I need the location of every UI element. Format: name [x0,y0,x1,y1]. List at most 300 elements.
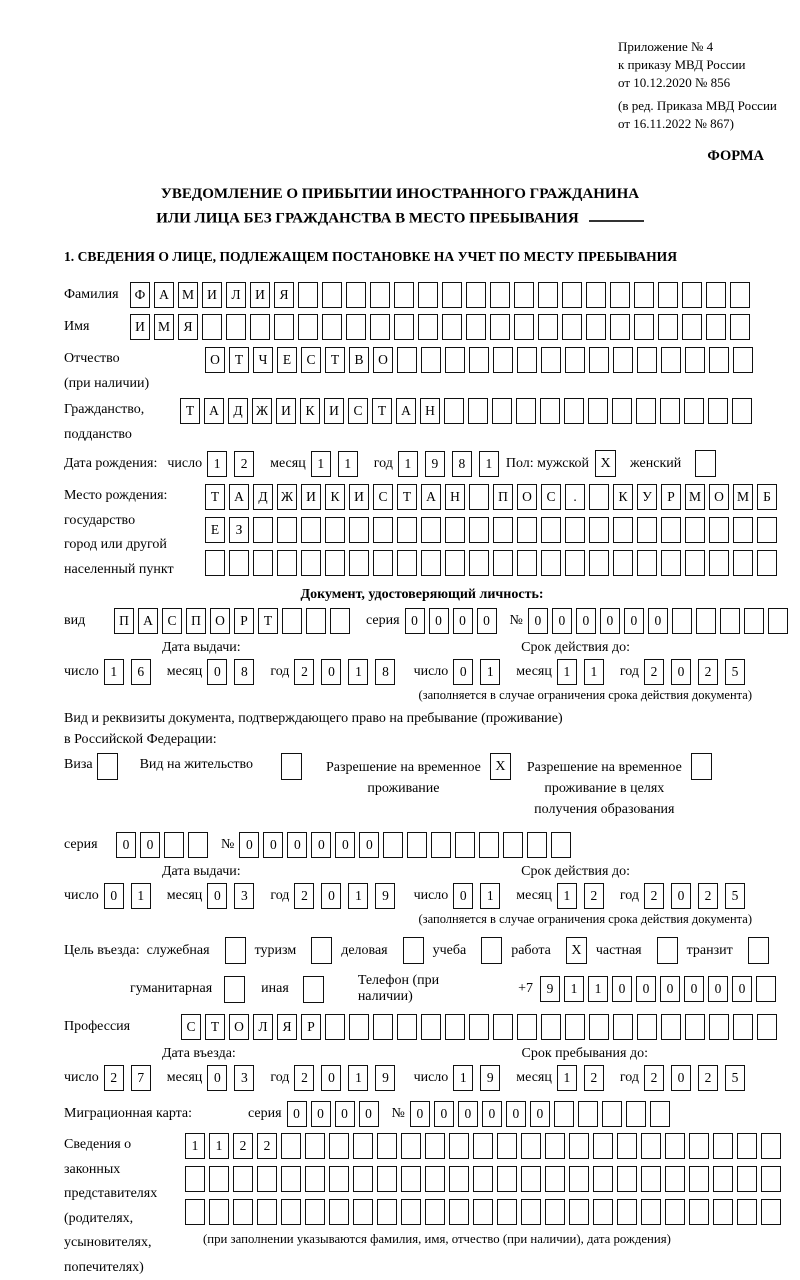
form-cell[interactable] [545,1133,565,1159]
form-cell[interactable] [709,517,729,543]
form-cell[interactable] [545,1166,565,1192]
form-cell[interactable] [492,398,512,424]
form-cell[interactable]: 0 [528,608,548,634]
form-cell[interactable] [761,1133,781,1159]
form-cell[interactable] [325,550,345,576]
form-cell[interactable]: Н [420,398,440,424]
form-cell[interactable]: 5 [725,659,745,685]
form-cell[interactable]: 0 [263,832,283,858]
form-cell[interactable] [593,1133,613,1159]
form-cell[interactable]: 2 [644,1065,664,1091]
form-cell[interactable] [720,608,740,634]
form-cell[interactable]: М [178,282,198,308]
form-cell[interactable]: 0 [359,1101,379,1127]
form-cell[interactable] [445,1014,465,1040]
form-cell[interactable] [226,314,246,340]
form-cell[interactable] [517,347,537,373]
form-cell[interactable]: 0 [453,659,473,685]
form-cell[interactable] [658,282,678,308]
form-cell[interactable]: 0 [335,832,355,858]
form-cell[interactable] [517,1014,537,1040]
form-cell[interactable] [737,1166,757,1192]
form-cell[interactable] [442,282,462,308]
purpose-ucheba-checkbox[interactable] [481,937,502,964]
form-cell[interactable] [637,1014,657,1040]
form-cell[interactable]: 0 [321,883,341,909]
form-cell[interactable] [527,832,547,858]
form-cell[interactable] [329,1133,349,1159]
form-cell[interactable] [737,1133,757,1159]
form-cell[interactable] [233,1199,253,1225]
form-cell[interactable] [205,550,225,576]
form-cell[interactable] [466,314,486,340]
form-cell[interactable] [682,314,702,340]
form-cell[interactable]: 2 [294,659,314,685]
form-cell[interactable] [490,282,510,308]
form-cell[interactable]: П [114,608,134,634]
form-cell[interactable]: 0 [482,1101,502,1127]
form-cell[interactable] [732,398,752,424]
form-cell[interactable] [257,1166,277,1192]
form-cell[interactable] [637,347,657,373]
form-cell[interactable] [617,1133,637,1159]
form-cell[interactable]: К [300,398,320,424]
form-cell[interactable] [322,282,342,308]
form-cell[interactable]: О [210,608,230,634]
form-cell[interactable] [330,608,350,634]
form-cell[interactable]: 0 [660,976,680,1002]
form-cell[interactable] [473,1166,493,1192]
purpose-delovaya-checkbox[interactable] [403,937,424,964]
form-cell[interactable] [301,517,321,543]
form-cell[interactable]: Ж [252,398,272,424]
form-cell[interactable]: 0 [671,659,691,685]
form-cell[interactable] [370,282,390,308]
purpose-chastnaya-checkbox[interactable] [657,937,678,964]
form-cell[interactable] [569,1199,589,1225]
form-cell[interactable]: 0 [140,832,160,858]
form-cell[interactable]: Т [205,1014,225,1040]
form-cell[interactable] [466,282,486,308]
form-cell[interactable] [277,550,297,576]
form-cell[interactable] [373,517,393,543]
form-cell[interactable] [661,347,681,373]
form-cell[interactable]: О [205,347,225,373]
purpose-sluzhebnaya-checkbox[interactable] [225,937,246,964]
form-cell[interactable]: 1 [557,883,577,909]
form-cell[interactable] [164,832,184,858]
form-cell[interactable]: Ф [130,282,150,308]
form-cell[interactable]: 2 [644,883,664,909]
form-cell[interactable]: Д [253,484,273,510]
form-cell[interactable]: 2 [233,1133,253,1159]
form-cell[interactable]: 1 [338,451,358,477]
form-cell[interactable]: М [685,484,705,510]
form-cell[interactable] [373,550,393,576]
form-cell[interactable]: Б [757,484,777,510]
form-cell[interactable]: И [130,314,150,340]
form-cell[interactable]: 3 [234,883,254,909]
form-cell[interactable]: 0 [576,608,596,634]
form-cell[interactable]: 0 [239,832,259,858]
form-cell[interactable]: 0 [410,1101,430,1127]
form-cell[interactable] [521,1199,541,1225]
form-cell[interactable]: Т [229,347,249,373]
form-cell[interactable] [445,347,465,373]
form-cell[interactable] [660,398,680,424]
form-cell[interactable]: 2 [698,659,718,685]
form-cell[interactable]: 0 [624,608,644,634]
form-cell[interactable] [353,1166,373,1192]
form-cell[interactable] [325,517,345,543]
form-cell[interactable]: 9 [425,451,445,477]
form-cell[interactable] [602,1101,622,1127]
form-cell[interactable] [761,1166,781,1192]
form-cell[interactable]: 5 [725,1065,745,1091]
form-cell[interactable] [473,1199,493,1225]
form-cell[interactable]: О [229,1014,249,1040]
form-cell[interactable]: И [250,282,270,308]
form-cell[interactable] [757,550,777,576]
form-cell[interactable]: 6 [131,659,151,685]
form-cell[interactable] [696,608,716,634]
form-cell[interactable]: Я [277,1014,297,1040]
form-cell[interactable] [346,282,366,308]
form-cell[interactable]: Р [301,1014,321,1040]
form-cell[interactable] [757,1014,777,1040]
form-cell[interactable]: 1 [557,659,577,685]
form-cell[interactable]: О [373,347,393,373]
form-cell[interactable]: Ж [277,484,297,510]
form-cell[interactable] [641,1133,661,1159]
form-cell[interactable] [538,314,558,340]
form-cell[interactable] [713,1166,733,1192]
form-cell[interactable] [493,550,513,576]
form-cell[interactable] [442,314,462,340]
form-cell[interactable] [551,832,571,858]
form-cell[interactable] [685,517,705,543]
form-cell[interactable] [613,347,633,373]
form-cell[interactable]: 0 [287,1101,307,1127]
form-cell[interactable]: 0 [207,883,227,909]
form-cell[interactable]: 0 [311,1101,331,1127]
form-cell[interactable] [756,976,776,1002]
form-cell[interactable] [672,608,692,634]
form-cell[interactable] [565,517,585,543]
form-cell[interactable]: 2 [104,1065,124,1091]
form-cell[interactable] [589,347,609,373]
form-cell[interactable]: 0 [434,1101,454,1127]
form-cell[interactable]: А [204,398,224,424]
form-cell[interactable] [637,517,657,543]
form-cell[interactable]: 8 [452,451,472,477]
form-cell[interactable]: М [154,314,174,340]
form-cell[interactable]: Т [397,484,417,510]
form-cell[interactable]: И [349,484,369,510]
form-cell[interactable]: 5 [725,883,745,909]
form-cell[interactable] [593,1166,613,1192]
form-cell[interactable]: Е [205,517,225,543]
form-cell[interactable] [637,550,657,576]
form-cell[interactable]: 9 [540,976,560,1002]
form-cell[interactable]: 0 [104,883,124,909]
form-cell[interactable] [444,398,464,424]
form-cell[interactable] [209,1199,229,1225]
form-cell[interactable] [370,314,390,340]
form-cell[interactable]: 0 [648,608,668,634]
form-cell[interactable] [661,517,681,543]
form-cell[interactable] [469,1014,489,1040]
form-cell[interactable]: 1 [311,451,331,477]
form-cell[interactable] [257,1199,277,1225]
form-cell[interactable] [188,832,208,858]
form-cell[interactable] [708,398,728,424]
form-cell[interactable] [733,517,753,543]
form-cell[interactable]: 1 [557,1065,577,1091]
form-cell[interactable]: 1 [453,1065,473,1091]
form-cell[interactable]: О [709,484,729,510]
purpose-turizm-checkbox[interactable] [311,937,332,964]
form-cell[interactable] [253,550,273,576]
form-cell[interactable] [353,1199,373,1225]
form-cell[interactable]: Я [274,282,294,308]
form-cell[interactable] [377,1133,397,1159]
form-cell[interactable]: 1 [479,451,499,477]
form-cell[interactable] [516,398,536,424]
form-cell[interactable] [493,517,513,543]
form-cell[interactable] [455,832,475,858]
form-cell[interactable] [425,1166,445,1192]
form-cell[interactable] [469,484,489,510]
form-cell[interactable]: И [324,398,344,424]
form-cell[interactable] [589,550,609,576]
form-cell[interactable]: 1 [207,451,227,477]
form-cell[interactable] [565,1014,585,1040]
form-cell[interactable] [684,398,704,424]
form-cell[interactable]: 2 [294,1065,314,1091]
form-cell[interactable] [377,1166,397,1192]
form-cell[interactable] [685,1014,705,1040]
form-cell[interactable] [421,347,441,373]
form-cell[interactable] [298,314,318,340]
form-cell[interactable] [610,282,630,308]
form-cell[interactable]: 0 [287,832,307,858]
form-cell[interactable] [689,1133,709,1159]
temp-permit-checkbox[interactable]: X [490,753,511,780]
form-cell[interactable] [730,314,750,340]
form-cell[interactable] [353,1133,373,1159]
form-cell[interactable] [229,550,249,576]
form-cell[interactable] [586,314,606,340]
form-cell[interactable] [641,1199,661,1225]
form-cell[interactable] [298,282,318,308]
form-cell[interactable]: Л [253,1014,273,1040]
form-cell[interactable] [253,517,273,543]
form-cell[interactable] [617,1199,637,1225]
form-cell[interactable] [445,517,465,543]
form-cell[interactable]: 0 [477,608,497,634]
form-cell[interactable]: 0 [311,832,331,858]
form-cell[interactable] [761,1199,781,1225]
form-cell[interactable]: 8 [234,659,254,685]
form-cell[interactable]: Т [325,347,345,373]
form-cell[interactable]: К [613,484,633,510]
form-cell[interactable] [421,550,441,576]
form-cell[interactable] [586,282,606,308]
form-cell[interactable]: М [733,484,753,510]
form-cell[interactable]: 0 [453,883,473,909]
form-cell[interactable] [306,608,326,634]
form-cell[interactable] [473,1133,493,1159]
form-cell[interactable]: 7 [131,1065,151,1091]
form-cell[interactable]: А [421,484,441,510]
form-cell[interactable]: 0 [612,976,632,1002]
form-cell[interactable] [397,550,417,576]
form-cell[interactable] [394,314,414,340]
form-cell[interactable] [617,1166,637,1192]
form-cell[interactable] [521,1166,541,1192]
form-cell[interactable] [562,314,582,340]
form-cell[interactable]: . [565,484,585,510]
form-cell[interactable] [421,517,441,543]
form-cell[interactable] [281,1133,301,1159]
form-cell[interactable]: О [517,484,537,510]
form-cell[interactable]: 2 [234,451,254,477]
form-cell[interactable]: К [325,484,345,510]
form-cell[interactable] [636,398,656,424]
form-cell[interactable]: 0 [321,1065,341,1091]
form-cell[interactable] [737,1199,757,1225]
form-cell[interactable] [744,608,764,634]
form-cell[interactable]: 0 [116,832,136,858]
form-cell[interactable]: 1 [348,1065,368,1091]
sex-male-checkbox[interactable]: X [595,450,616,477]
residence-permit-checkbox[interactable] [281,753,302,780]
form-cell[interactable] [612,398,632,424]
form-cell[interactable] [517,550,537,576]
form-cell[interactable] [397,517,417,543]
form-cell[interactable] [490,314,510,340]
form-cell[interactable] [569,1133,589,1159]
form-cell[interactable] [650,1101,670,1127]
form-cell[interactable]: 2 [257,1133,277,1159]
form-cell[interactable] [397,347,417,373]
form-cell[interactable]: 0 [708,976,728,1002]
form-cell[interactable] [689,1199,709,1225]
form-cell[interactable]: Т [180,398,200,424]
form-cell[interactable] [565,550,585,576]
form-cell[interactable] [538,282,558,308]
form-cell[interactable] [305,1199,325,1225]
form-cell[interactable]: 1 [209,1133,229,1159]
form-cell[interactable]: И [276,398,296,424]
form-cell[interactable]: 1 [131,883,151,909]
form-cell[interactable]: 2 [294,883,314,909]
form-cell[interactable] [589,1014,609,1040]
form-cell[interactable]: 2 [584,883,604,909]
form-cell[interactable] [610,314,630,340]
form-cell[interactable] [305,1133,325,1159]
form-cell[interactable] [541,517,561,543]
form-cell[interactable] [517,517,537,543]
form-cell[interactable] [497,1133,517,1159]
form-cell[interactable]: Д [228,398,248,424]
form-cell[interactable] [733,1014,753,1040]
form-cell[interactable] [706,314,726,340]
form-cell[interactable]: 1 [564,976,584,1002]
form-cell[interactable] [346,314,366,340]
form-cell[interactable] [569,1166,589,1192]
visa-checkbox[interactable] [97,753,118,780]
form-cell[interactable] [565,347,585,373]
form-cell[interactable] [329,1199,349,1225]
sex-female-checkbox[interactable] [695,450,716,477]
form-cell[interactable] [541,1014,561,1040]
form-cell[interactable] [689,1166,709,1192]
form-cell[interactable] [665,1199,685,1225]
form-cell[interactable] [407,832,427,858]
form-cell[interactable] [449,1133,469,1159]
form-cell[interactable] [589,484,609,510]
form-cell[interactable] [709,550,729,576]
form-cell[interactable]: 0 [405,608,425,634]
form-cell[interactable] [541,550,561,576]
form-cell[interactable] [185,1199,205,1225]
form-cell[interactable]: А [138,608,158,634]
form-cell[interactable] [661,550,681,576]
form-cell[interactable] [325,1014,345,1040]
form-cell[interactable]: И [301,484,321,510]
form-cell[interactable]: 0 [458,1101,478,1127]
form-cell[interactable]: 9 [375,883,395,909]
form-cell[interactable] [613,550,633,576]
form-cell[interactable]: С [541,484,561,510]
form-cell[interactable] [541,347,561,373]
form-cell[interactable] [757,517,777,543]
form-cell[interactable] [613,517,633,543]
form-cell[interactable] [281,1166,301,1192]
form-cell[interactable] [449,1166,469,1192]
form-cell[interactable] [274,314,294,340]
form-cell[interactable] [706,282,726,308]
form-cell[interactable] [685,347,705,373]
form-cell[interactable]: 2 [584,1065,604,1091]
form-cell[interactable]: 0 [671,883,691,909]
form-cell[interactable] [349,517,369,543]
form-cell[interactable] [562,282,582,308]
form-cell[interactable]: 0 [684,976,704,1002]
form-cell[interactable] [713,1133,733,1159]
form-cell[interactable]: Ч [253,347,273,373]
form-cell[interactable] [493,1014,513,1040]
form-cell[interactable] [658,314,678,340]
form-cell[interactable] [421,1014,441,1040]
form-cell[interactable] [394,282,414,308]
form-cell[interactable]: В [349,347,369,373]
form-cell[interactable]: 0 [359,832,379,858]
form-cell[interactable] [349,550,369,576]
form-cell[interactable] [301,550,321,576]
form-cell[interactable]: 9 [480,1065,500,1091]
form-cell[interactable]: 0 [506,1101,526,1127]
form-cell[interactable]: П [493,484,513,510]
form-cell[interactable]: 1 [348,883,368,909]
form-cell[interactable] [613,1014,633,1040]
form-cell[interactable] [497,1166,517,1192]
purpose-tranzit-checkbox[interactable] [748,937,769,964]
form-cell[interactable] [540,398,560,424]
form-cell[interactable]: 1 [348,659,368,685]
